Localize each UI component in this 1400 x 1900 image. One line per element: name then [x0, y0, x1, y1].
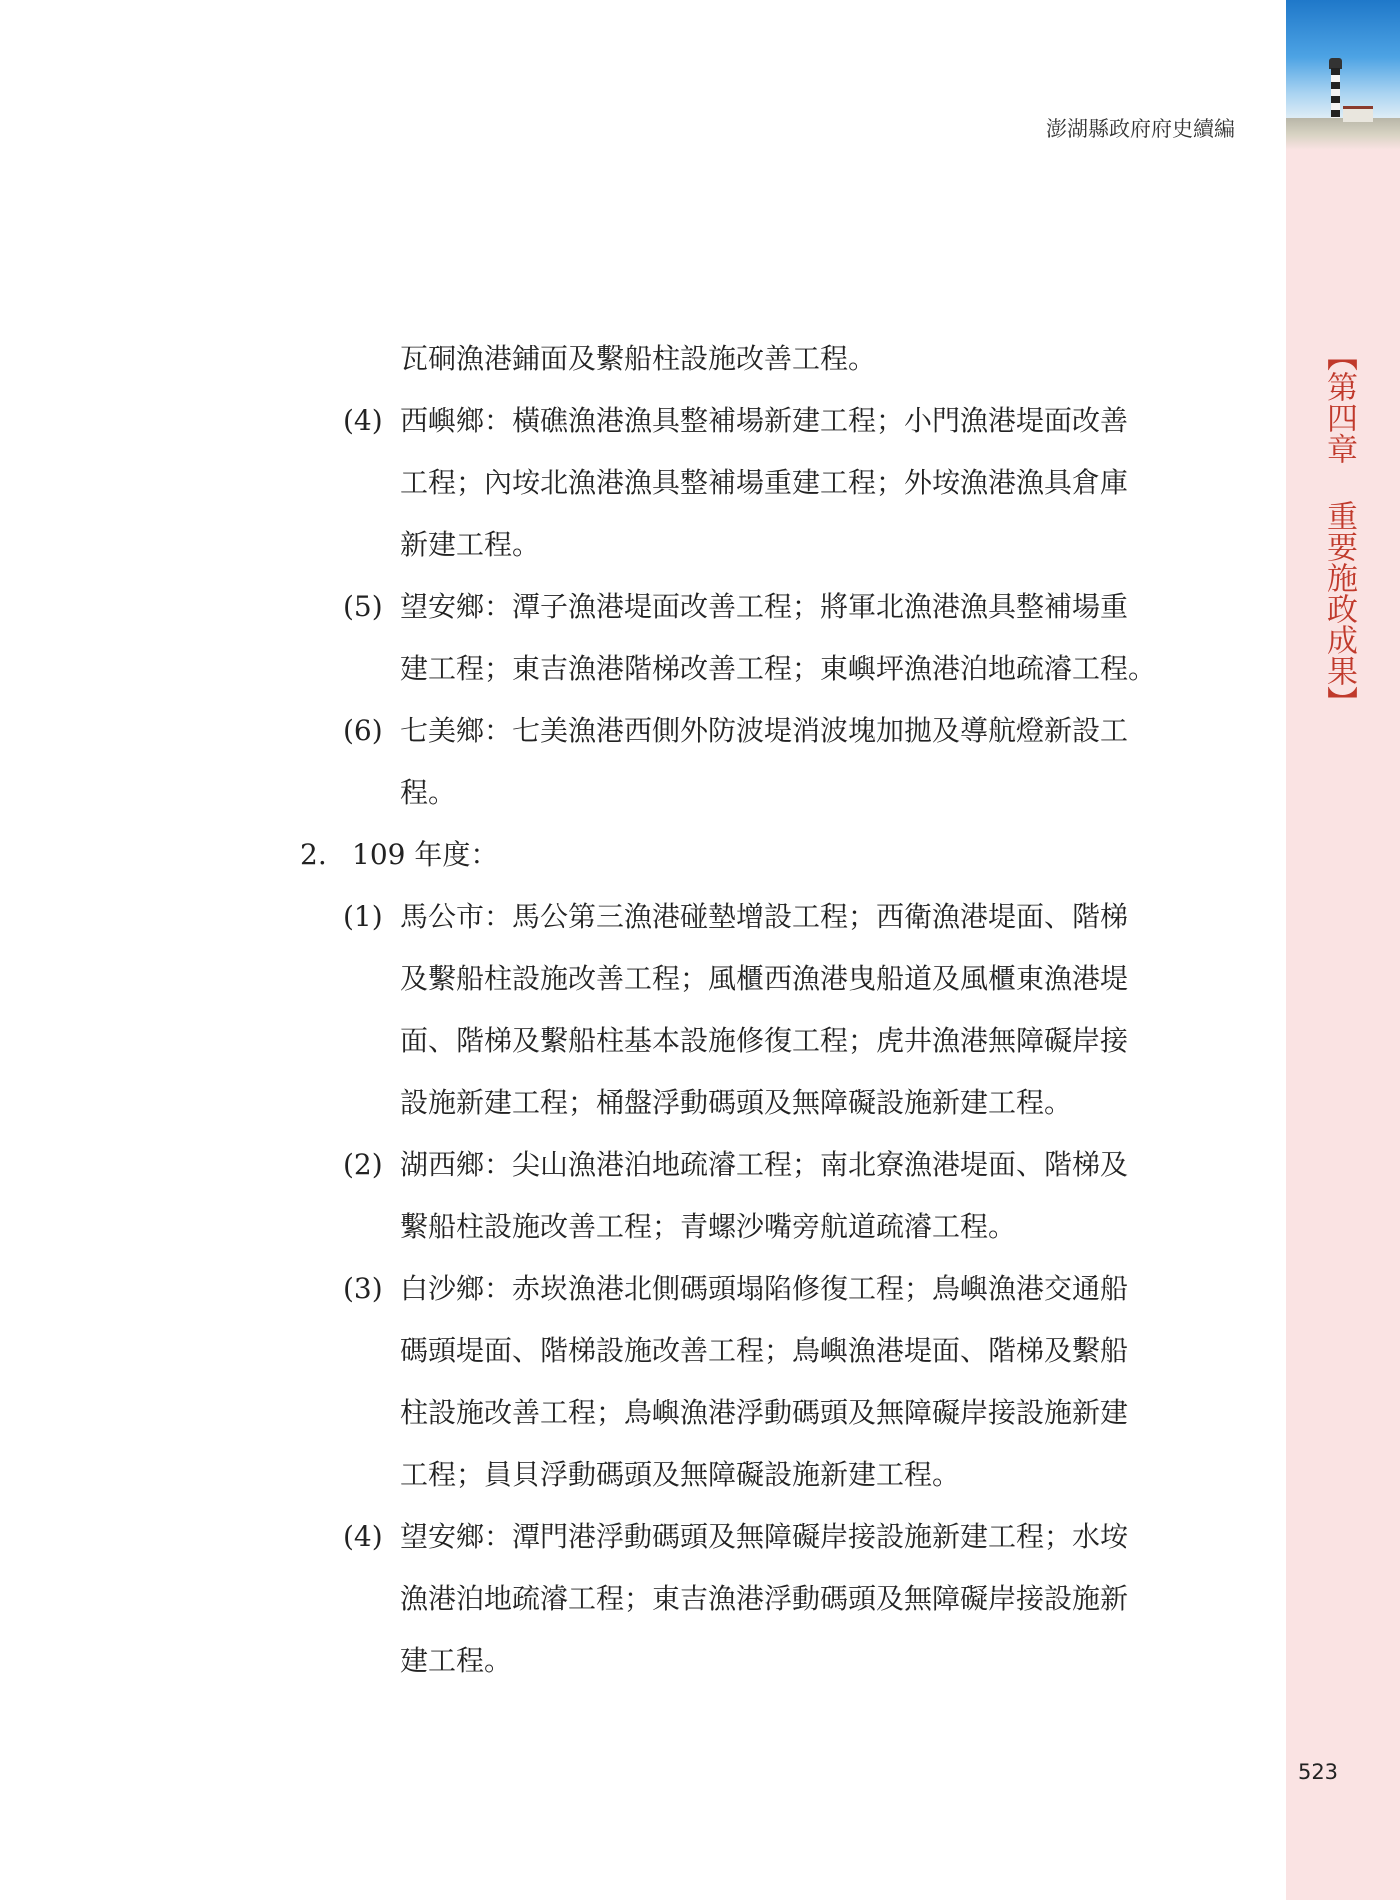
item-marker: (6) [343, 714, 383, 747]
item-marker: (4) [343, 404, 383, 437]
text-line: 七美鄉：七美漁港西側外防波堤消波塊加拋及導航燈新設工 [400, 714, 1129, 747]
text-line: 工程；內垵北漁港漁具整補場重建工程；外垵漁港漁具倉庫 [400, 466, 1129, 499]
text-line: 繫船柱設施改善工程；青螺沙嘴旁航道疏濬工程。 [400, 1210, 1017, 1243]
list-item [343, 390, 1128, 452]
list-item [343, 576, 1128, 638]
text-line: 漁港泊地疏濬工程；東吉漁港浮動碼頭及無障礙岸接設施新 [400, 1582, 1129, 1615]
lighthouse-tower [1331, 68, 1340, 118]
text-line: 馬公市：馬公第三漁港碰墊增設工程；西衛漁港堤面、階梯 [400, 900, 1129, 933]
running-head: 澎湖縣政府府史續編 [1046, 117, 1235, 141]
text-line: 程。 [400, 776, 457, 809]
text-line: 新建工程。 [400, 528, 541, 561]
text-line: 109 年度： [352, 838, 499, 871]
text-line: 白沙鄉：赤崁漁港北側碼頭塌陷修復工程；鳥嶼漁港交通船 [400, 1272, 1129, 1305]
side-band [1286, 0, 1400, 1900]
list-item [343, 1258, 1128, 1320]
text-line: 湖西鄉：尖山漁港泊地疏濬工程；南北寮漁港堤面、階梯及 [400, 1148, 1129, 1181]
text-line: 工程；員貝浮動碼頭及無障礙設施新建工程。 [400, 1458, 961, 1491]
text-line: 望安鄉：潭子漁港堤面改善工程；將軍北漁港漁具整補場重 [400, 590, 1129, 623]
photo-ground [1286, 118, 1400, 150]
item-marker: (1) [343, 900, 383, 933]
text-line: 建工程。 [400, 1644, 513, 1677]
chapter-tab: 【第四章 重要施政成果】 [1321, 340, 1357, 717]
text-line: 及繫船柱設施改善工程；風櫃西漁港曳船道及風櫃東漁港堤 [400, 962, 1129, 995]
text-line: 設施新建工程；桶盤浮動碼頭及無障礙設施新建工程。 [400, 1086, 1073, 1119]
text-line: 柱設施改善工程；鳥嶼漁港浮動碼頭及無障礙岸接設施新建 [400, 1396, 1129, 1429]
text-line: 碼頭堤面、階梯設施改善工程；鳥嶼漁港堤面、階梯及繫船 [400, 1334, 1129, 1367]
item-marker: (2) [343, 1148, 383, 1181]
photo-house [1343, 106, 1373, 122]
list-item [343, 1134, 1128, 1196]
text-line: 面、階梯及繫船柱基本設施修復工程；虎井漁港無障礙岸接 [400, 1024, 1129, 1057]
list-item [343, 1506, 1128, 1568]
list-item [343, 700, 1128, 762]
text-line: 望安鄉：潭門港浮動碼頭及無障礙岸接設施新建工程；水垵 [400, 1520, 1129, 1553]
text-line: 瓦硐漁港鋪面及繫船柱設施改善工程。 [400, 342, 877, 375]
list-item [343, 886, 1128, 948]
lighthouse-photo [1286, 0, 1400, 150]
item-marker: (3) [343, 1272, 383, 1305]
text-line: 西嶼鄉：橫礁漁港漁具整補場新建工程；小門漁港堤面改善 [400, 404, 1129, 437]
page-number: 523 [1297, 1760, 1339, 1784]
item-marker: (5) [343, 590, 383, 623]
item-marker: (4) [343, 1520, 383, 1553]
section-heading [300, 824, 498, 886]
text-line: 建工程；東吉漁港階梯改善工程；東嶼坪漁港泊地疏濬工程。 [400, 652, 1157, 685]
section-marker: 2. [300, 838, 327, 871]
